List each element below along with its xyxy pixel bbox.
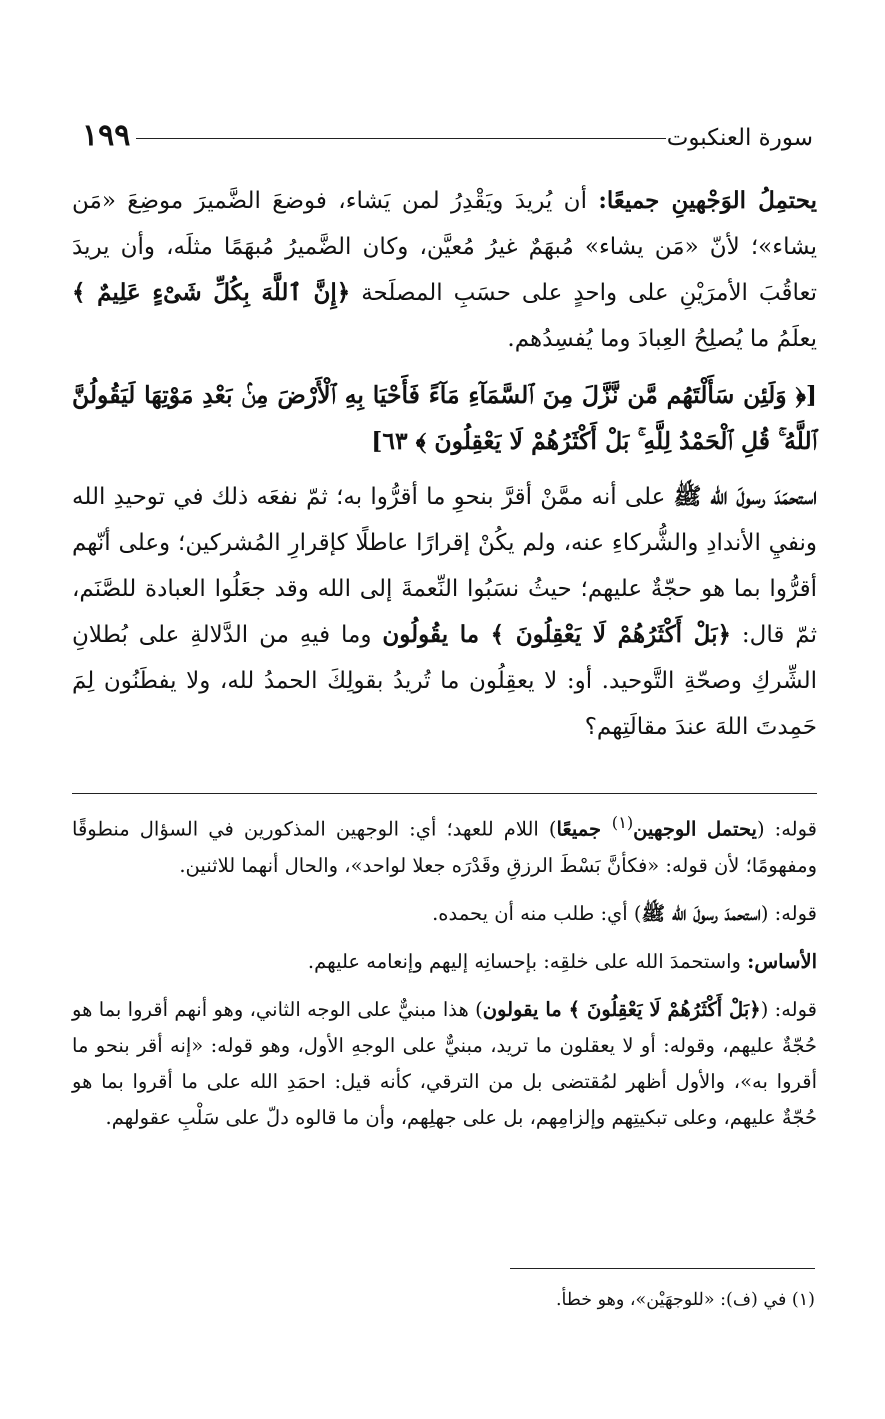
page-header bbox=[78, 112, 813, 164]
text-span: ) أي: طلب منه أن يحمده. bbox=[432, 901, 642, 925]
lemma: ما يقُولُون bbox=[382, 621, 491, 648]
lemma: ما يقولون bbox=[482, 997, 569, 1021]
text-span: ) هذا مبنيٌّ على الوجه الثاني، وهو أنهم أقروا بما هو حُجّةٌ عليهم، وقوله: أو لا يعقلون ما تريد، مبنيٌّ على الوجهِ الأول، وهو قوله: «إنه أقر بنحو ما أقروا به»، والأول أظهر لمُقتضى بل من الترقي، كأنه قيل: احمَدِ الله على ما أقروا بما هو حُجّةٌ عليهم، وعلى تبكيتِهم وإلزامِهم، بل على جهلِهم، وأن ما قالوه دلّ على سَلْبِ عقولهم. bbox=[72, 997, 817, 1129]
commentary-paragraph-3 bbox=[72, 944, 817, 980]
running-title: سورة العنكبوت bbox=[666, 125, 813, 151]
text-span: واستحمدَ الله على خلقِه: بإحسانِه إليهم وإنعامه عليهم. bbox=[307, 949, 748, 973]
footnote-ref: (١) bbox=[611, 813, 634, 832]
text-span: أن يُريدَ ويَقْدِرُ لمن يَشاء، فوضعَ الضَّميرَ موضِعَ «مَن يشاء»؛ لأنّ «مَن يشاء» مُبهَمٌ غيرُ مُعيَّن، وكان الضَّميرُ مُبهَمًا مثلَه، وأن يريدَ تعاقُبَ الأمرَيْنِ على واحدٍ على حسَبِ المصلَحة bbox=[72, 188, 817, 306]
lemma: يحتمِلُ الوَجْهينِ جميعًا: bbox=[598, 187, 817, 214]
footnote: (١) في (ف): «للوجهَيْن»، وهو خطأ. bbox=[555, 1290, 815, 1310]
footnote-divider bbox=[510, 1268, 815, 1269]
quran-quote: ﴿بَلْ أَكْثَرُهُمْ لَا يَعْقِلُونَ ﴾ bbox=[490, 621, 731, 648]
text-span: ) اللام للعهد؛ أي: الوجهين المذكورين في السؤال منطوقًا ومفهومًا؛ لأن قوله: «فكأنَّ بَسْطَ الرزقِ وقَدْرَه جعلا لواحد»، والحال أنهما للاثنين. bbox=[72, 817, 817, 877]
text-span: قوله: ( bbox=[760, 901, 817, 925]
text-span: يعلَمُ ما يُصلِحُ العِبادَ وما يُفسِدُهم. bbox=[507, 326, 817, 352]
main-paragraph-2 bbox=[72, 474, 817, 750]
header-rule bbox=[136, 138, 666, 139]
text-span: وما فيهِ من الدَّلالةِ على بُطلانِ الشِّركِ وصحّةِ التَّوحيد. أو: لا يعقِلُون ما تُريدُ بقولِكَ الحمدُ لله، ولا يفطَنُون لِمَ حَمِدتَ اللهَ عندَ مقالَتِهم؟ bbox=[72, 622, 817, 740]
commentary-section bbox=[72, 805, 817, 1136]
commentary-paragraph-4 bbox=[72, 992, 817, 1136]
quran-verse bbox=[72, 372, 817, 464]
lemma: استحمدَ رسولَ الله ﷺ bbox=[641, 901, 761, 925]
page-number: ١٩٩ bbox=[82, 118, 131, 153]
verse-text: [﴿ وَلَئِن سَأَلْتَهُم مَّن نَّزَّلَ مِنَ ٱلسَّمَآءِ مَآءً فَأَحْيَا بِهِ ٱلْأَرْضَ مِنۢ بَعْدِ مَوْتِهَا لَيَقُولُنَّ ٱللَّهُ ۚ قُلِ ٱلْحَمْدُ لِلَّهِ ۚ بَلْ أَكْثَرُهُمْ لَا يَعْقِلُونَ ﴾ ٦٣] bbox=[72, 381, 817, 455]
text-span: على أنه ممَّنْ أقرَّ بنحوِ ما أقرُّوا به؛ ثمّ نفعَه ذلك في توحيدِ الله ونفيِ الأندادِ والشُّركاءِ عنه، ولم يكُنْ إقرارًا عاطلًا كإقرارِ المُشركين؛ وعلى أنّهم أقرُّوا بما هو حجّةٌ عليهم؛ حيثُ نسَبُوا النِّعمةَ إلى الله وقد جعَلُوا العبادة للصَّنَم، ثمّ قال: bbox=[72, 484, 817, 648]
commentary-paragraph-1 bbox=[72, 805, 817, 884]
text-span: قوله: ( bbox=[760, 997, 817, 1021]
source-label: الأساس: bbox=[747, 949, 817, 973]
quran-quote: ﴿بَلْ أَكْثَرُهُمْ لَا يَعْقِلُونَ ﴾ bbox=[568, 997, 761, 1021]
commentary-paragraph-2 bbox=[72, 896, 817, 932]
main-text bbox=[72, 178, 817, 750]
lemma: يحتمل الوجهين bbox=[633, 817, 757, 841]
lemma: جميعًا bbox=[556, 817, 612, 841]
lemma: استحمَدَ رسولَ الله ﷺ bbox=[673, 483, 817, 510]
main-paragraph-1 bbox=[72, 178, 817, 362]
quran-quote: ﴿إِنَّ ٱللَّهَ بِكُلِّ شَىْءٍ عَلِيمٌ ﴾ bbox=[72, 279, 351, 306]
text-span: قوله: ( bbox=[756, 817, 818, 841]
section-divider bbox=[72, 793, 817, 794]
